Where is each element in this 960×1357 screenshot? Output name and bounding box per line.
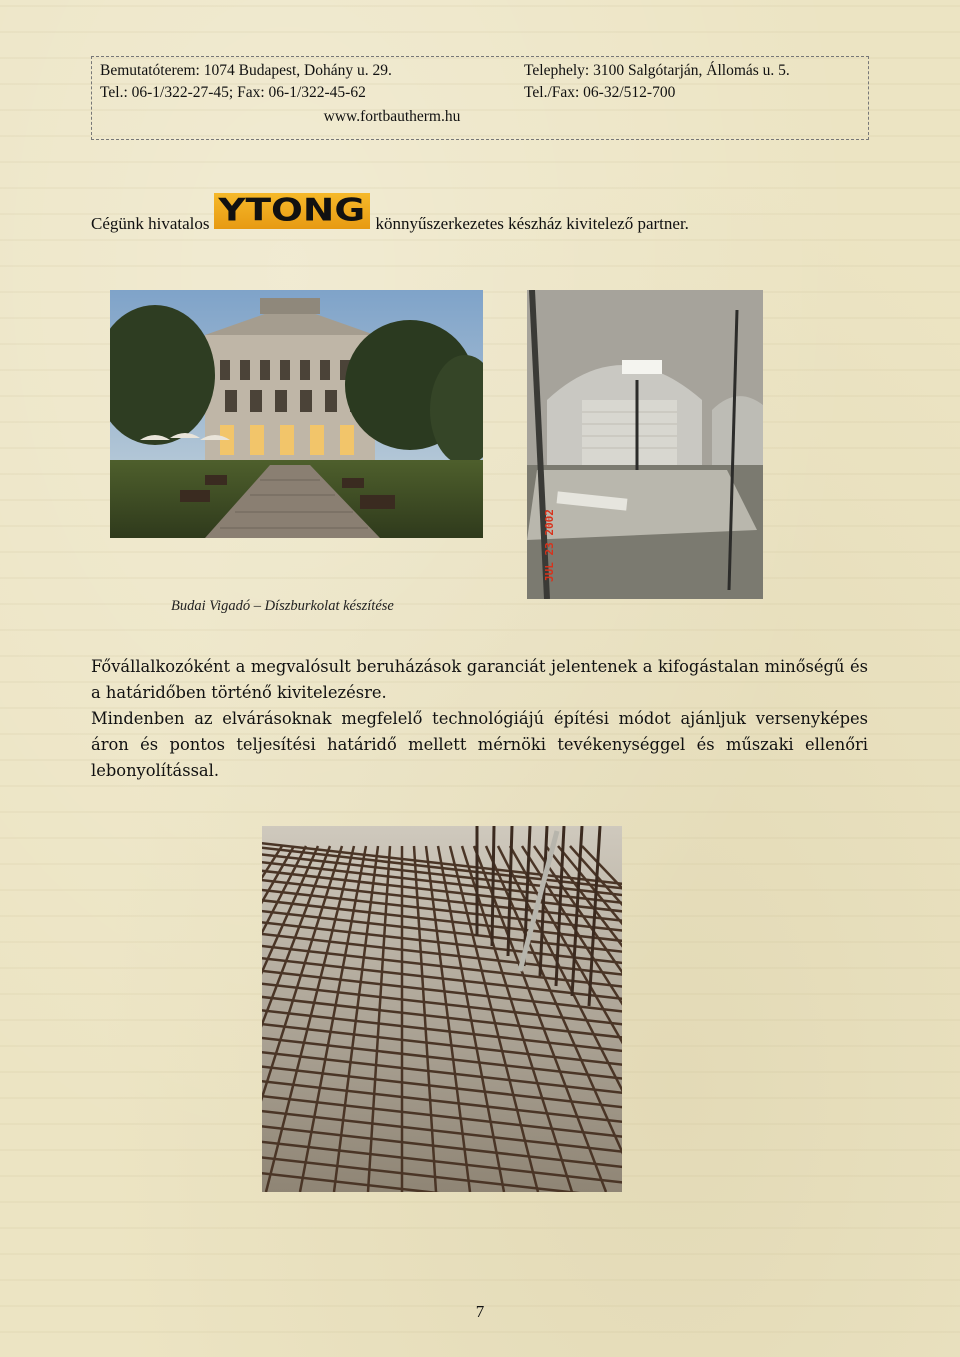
paragraph-2: Mindenben az elvárásoknak megfelelő technológiájú építési módot ajánljuk versenyképes áron és pontos teljesítési határidő mellett mérnöki tevékenységgel és műszaki ellenőri lebonyolítással. [91,709,868,780]
paragraph-1: Fővállalkozóként a megvalósult beruházások garanciát jelentenek a kifogástalan minőségű és a határidőben történő kivitelezésre. [91,657,868,702]
showroom-address: Bemutatóterem: 1074 Budapest, Dohány u. 29. [100,62,392,79]
partner-suffix: könnyűszerkezetes készház kivitelező partner. [375,214,689,233]
site-phone: Tel./Fax: 06-32/512-700 [524,84,676,101]
body-text [91,654,868,784]
partner-statement [91,192,689,234]
rebar-mesh-photo [262,826,622,1192]
site-address: Telephely: 3100 Salgótarján, Állomás u. 5. [524,62,790,79]
site-contact [524,60,790,104]
budai-vigado-photo [110,290,483,538]
basement-construction-photo [527,290,763,599]
ytong-logo-text: YTONG [218,192,365,229]
showroom-contact [100,60,392,104]
ytong-logo [214,193,370,229]
website-link[interactable]: www.fortbautherm.hu [323,108,461,125]
page-number: 7 [475,1302,485,1321]
contact-header [91,56,869,140]
photo-caption: Budai Vigadó – Díszburkolat készítése [171,598,394,614]
date-stamp: JUL 23 2002 [543,509,556,582]
showroom-phone: Tel.: 06-1/322-27-45; Fax: 06-1/322-45-62 [100,84,366,101]
partner-prefix: Cégünk hivatalos [91,214,210,233]
